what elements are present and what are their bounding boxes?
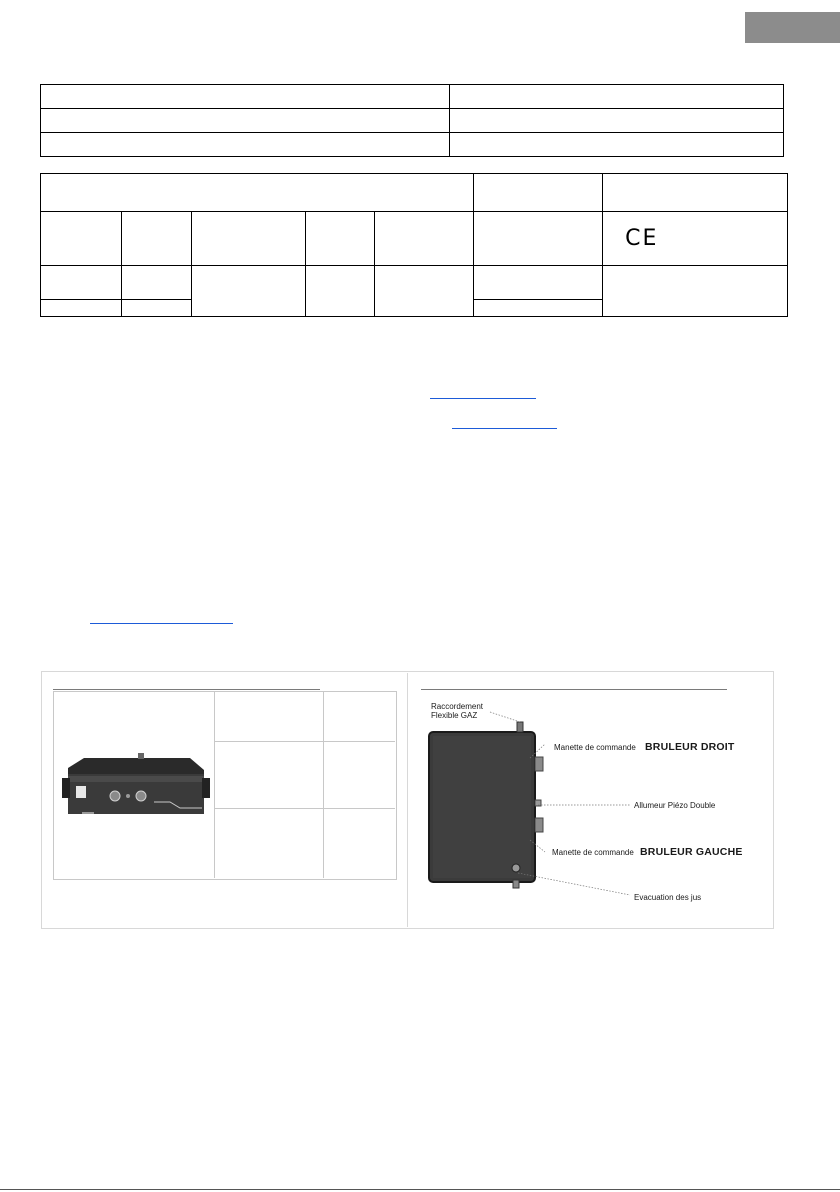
label-left-knob-prefix: Manette de commande [552,848,634,857]
spec-table [40,173,788,317]
plancha-grill-photo-icon [62,750,212,822]
table-row [41,212,788,266]
label-igniter: Allumeur Piézo Double [634,801,716,810]
label-right-burner: BRULEUR DROIT [645,741,735,753]
info-table [40,84,784,157]
table-row [41,109,784,133]
table-row [41,174,788,212]
hyperlink-3[interactable] [90,623,233,624]
table-row [41,85,784,109]
label-gas-connection-2: Flexible GAZ [431,711,478,720]
leader-lines [420,690,750,910]
spec-divider [215,808,395,809]
table-row [41,133,784,157]
ce-mark-cell [603,212,788,266]
page-tab-marker [745,12,840,43]
hyperlink-1[interactable] [430,398,536,399]
figure-divider [407,673,408,927]
spec-divider [214,692,215,878]
label-drain: Evacuation des jus [634,893,702,902]
table-row [41,266,788,300]
left-panel-rule [53,689,320,690]
spec-divider [215,741,395,742]
label-gas-connection-1: Raccordement [431,702,484,711]
label-left-burner: BRULEUR GAUCHE [640,846,743,858]
spec-divider [323,692,324,878]
label-right-knob-prefix: Manette de commande [554,743,636,752]
hyperlink-2[interactable] [452,428,557,429]
ce-mark: CE [625,226,659,251]
page-bottom-rule [0,1189,840,1190]
